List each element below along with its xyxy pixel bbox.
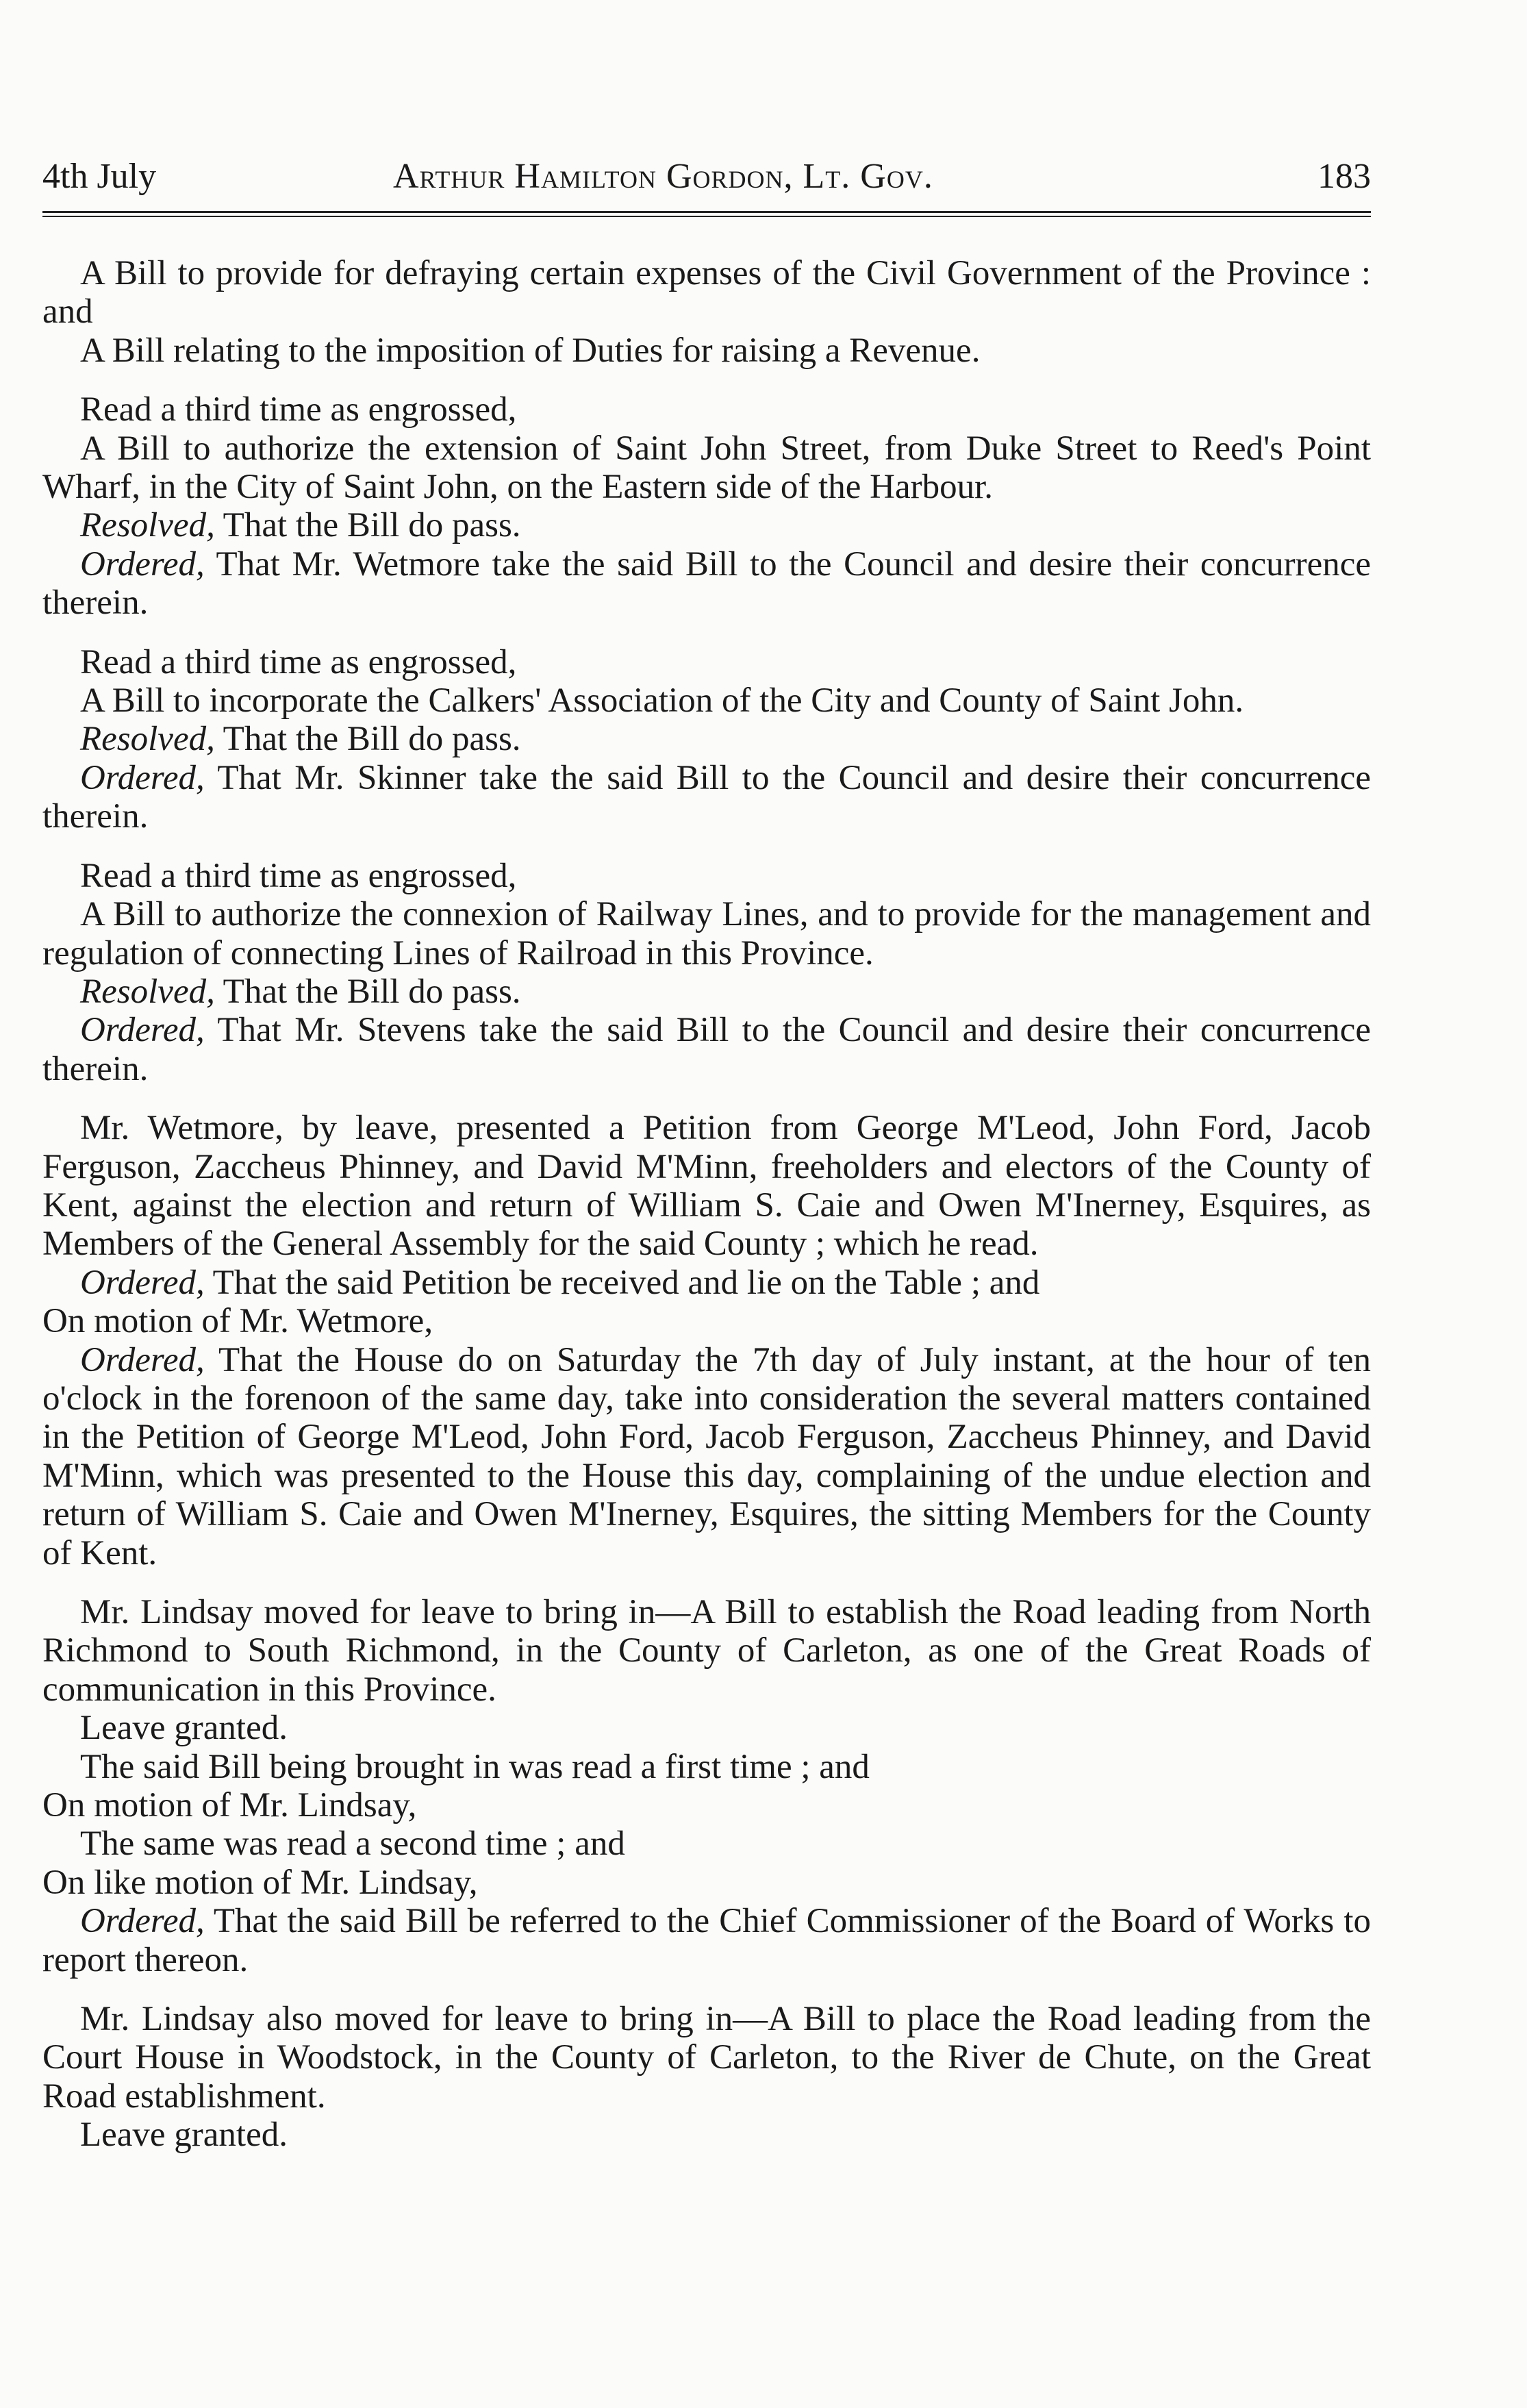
paragraph-text: That Mr. Skinner take the said Bill to the Council and desire their concurrence therein. bbox=[42, 758, 1371, 836]
paragraph bbox=[42, 1264, 1371, 1302]
paragraph-label: Resolved, bbox=[80, 720, 215, 759]
text-block bbox=[42, 254, 1371, 370]
paragraph-text: On motion of Mr. Wetmore, bbox=[42, 1302, 433, 1341]
paragraph bbox=[42, 643, 1371, 681]
running-header bbox=[42, 149, 1371, 204]
paragraph bbox=[42, 429, 1371, 507]
paragraph-text: On motion of Mr. Lindsay, bbox=[42, 1786, 417, 1825]
paragraph-text: That Mr. Stevens take the said Bill to the Council and desire their concurrence therein. bbox=[42, 1011, 1371, 1088]
paragraph bbox=[42, 973, 1371, 1011]
text-block bbox=[42, 643, 1371, 836]
paragraph-text: Read a third time as engrossed, bbox=[80, 856, 517, 895]
paragraph bbox=[42, 506, 1371, 544]
paragraph-text: Mr. Wetmore, by leave, presented a Petition from George M'Leod, John Ford, Jacob Ferguson, Zaccheus Phinney, and David M'Minn, freeholders and electors of the County of Kent, against the election and return of William S. Caie and Owen M'Inerney, Esquires, as Members of the General Assembly for the said County ; which he read. bbox=[42, 1109, 1371, 1264]
paragraph bbox=[42, 1011, 1371, 1088]
paragraph-label: Resolved, bbox=[80, 506, 215, 545]
paragraph-text: That the Bill do pass. bbox=[223, 972, 521, 1011]
paragraph-label: Ordered, bbox=[80, 1263, 205, 1302]
paragraph-text: Leave granted. bbox=[80, 1709, 288, 1748]
paragraph bbox=[42, 1709, 1371, 1747]
paragraph bbox=[42, 545, 1371, 623]
page bbox=[42, 149, 1371, 2155]
paragraph-label: Ordered, bbox=[80, 1011, 205, 1050]
paragraph bbox=[42, 759, 1371, 836]
paragraph bbox=[42, 1824, 1371, 1863]
paragraph bbox=[42, 254, 1371, 331]
paragraph-text: A Bill to authorize the connexion of Railway Lines, and to provide for the management and regulation of connecting Lines of Railroad in this Province. bbox=[42, 895, 1371, 973]
header-rule bbox=[42, 211, 1371, 217]
paragraph-text: That the Bill do pass. bbox=[223, 720, 521, 759]
paragraph-label: Ordered, bbox=[80, 544, 205, 584]
paragraph bbox=[42, 857, 1371, 895]
paragraph-text: That the said Bill be referred to the Chief Commissioner of the Board of Works to report thereon. bbox=[42, 1902, 1371, 1979]
paragraph-text: That the House do on Saturday the 7th day of July instant, at the hour of ten o'clock in the forenoon of the same day, take into consideration the several matters contained in the Petition of George M'Leod, John Ford, Jacob Ferguson, Zaccheus Phinney, and David M'Minn, which was presented to the House this day, complaining of the undue election and return of William S. Caie and Owen M'Inerney, Esquires, the sitting Members for the County of Kent. bbox=[42, 1340, 1371, 1572]
paragraph-text: That the said Petition be received and lie on the Table ; and bbox=[212, 1263, 1040, 1302]
paragraph-text: That the Bill do pass. bbox=[223, 506, 521, 545]
paragraph-text: A Bill relating to the imposition of Duties for raising a Revenue. bbox=[80, 331, 981, 370]
paragraph bbox=[42, 681, 1371, 720]
text-block bbox=[42, 1593, 1371, 1979]
page-body bbox=[42, 254, 1371, 2155]
paragraph-text: Leave granted. bbox=[80, 2116, 288, 2155]
paragraph bbox=[42, 1109, 1371, 1264]
paragraph-label: Ordered, bbox=[80, 1340, 205, 1379]
paragraph-text: A Bill to authorize the extension of Saint John Street, from Duke Street to Reed's Point Wharf, in the City of Saint John, on the Eastern side of the Harbour. bbox=[42, 429, 1371, 507]
paragraph bbox=[42, 1341, 1371, 1572]
paragraph bbox=[42, 1786, 1371, 1824]
paragraph bbox=[42, 331, 1371, 370]
paragraph-text: That Mr. Wetmore take the said Bill to the Council and desire their concurrence therein. bbox=[42, 544, 1371, 623]
paragraph bbox=[42, 1302, 1371, 1340]
paragraph bbox=[42, 2000, 1371, 2116]
paragraph-text: The said Bill being brought in was read a first time ; and bbox=[80, 1747, 870, 1786]
text-block bbox=[42, 857, 1371, 1088]
paragraph-text: Read a third time as engrossed, bbox=[80, 390, 517, 429]
page-number: 183 bbox=[1317, 157, 1371, 196]
text-block bbox=[42, 390, 1371, 622]
paragraph-text: A Bill to incorporate the Calkers' Association of the City and County of Saint John. bbox=[80, 681, 1244, 720]
paragraph bbox=[42, 1748, 1371, 1786]
text-block bbox=[42, 1109, 1371, 1572]
header-date: 4th July bbox=[42, 157, 157, 196]
paragraph-text: Read a third time as engrossed, bbox=[80, 642, 517, 681]
paragraph bbox=[42, 390, 1371, 429]
paragraph bbox=[42, 2116, 1371, 2154]
paragraph bbox=[42, 895, 1371, 973]
text-block bbox=[42, 2000, 1371, 2155]
paragraph bbox=[42, 720, 1371, 758]
paragraph bbox=[42, 1593, 1371, 1709]
header-title: Arthur Hamilton Gordon, Lt. Gov. bbox=[393, 157, 933, 196]
paragraph-text: The same was read a second time ; and bbox=[80, 1824, 625, 1864]
paragraph-text: A Bill to provide for defraying certain expenses of the Civil Government of the Province : and bbox=[42, 254, 1371, 331]
paragraph-text: Mr. Lindsay also moved for leave to bring in—A Bill to place the Road leading from the Court House in Woodstock, in the County of Carleton, to the River de Chute, on the Great Road establishment. bbox=[42, 2000, 1371, 2116]
paragraph bbox=[42, 1902, 1371, 1979]
paragraph-label: Resolved, bbox=[80, 972, 215, 1011]
paragraph bbox=[42, 1864, 1371, 1902]
paragraph-label: Ordered, bbox=[80, 758, 205, 797]
paragraph-text: On like motion of Mr. Lindsay, bbox=[42, 1863, 478, 1902]
paragraph-label: Ordered, bbox=[80, 1902, 205, 1941]
paragraph-text: Mr. Lindsay moved for leave to bring in—A Bill to establish the Road leading from North Richmond to South Richmond, in the County of Carleton, as one of the Great Roads of communication in this Province. bbox=[42, 1593, 1371, 1709]
